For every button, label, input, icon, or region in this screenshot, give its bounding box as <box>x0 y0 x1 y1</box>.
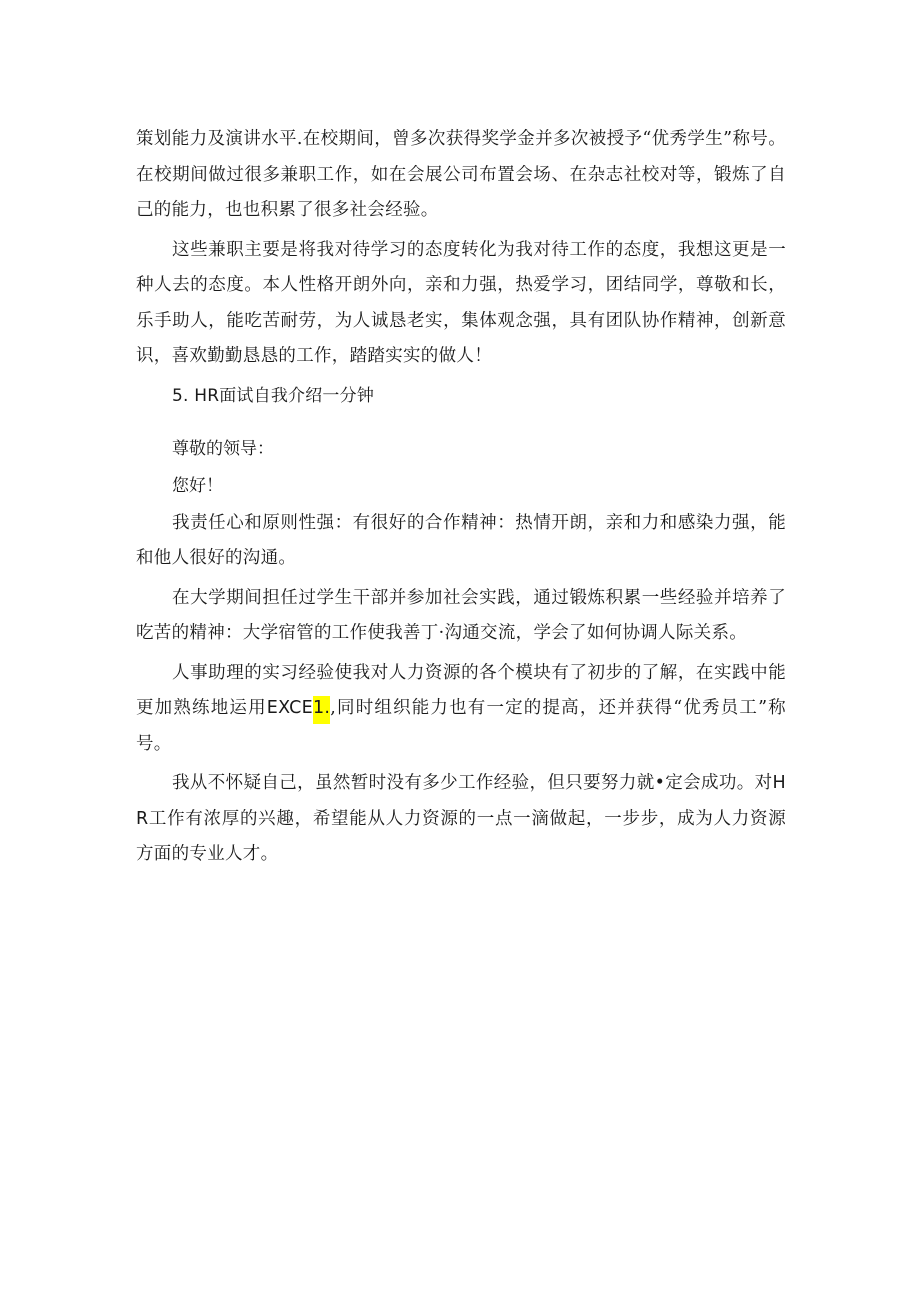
excel-word: EXCE <box>266 698 313 718</box>
highlighted-text: 1. <box>313 696 330 724</box>
paragraph-personality: 这些兼职主要是将我对待学习的态度转化为我对待工作的态度，我想这更是一种人去的态度。本人性格开朗外向，亲和力强，热爱学习，团结同学，尊敬和长，乐手助人，能吃苦耐劳，为人诚恳老实，集体观念强，具有团队协作精神，创新意识，喜欢勤勤恳恳的工作，踏踏实实的做人！ <box>136 239 786 366</box>
paragraph-internship <box>136 656 786 763</box>
paragraph-campus-experience: 策划能力及演讲水平.在校期间，曾多次获得奖学金并多次被授予“优秀学生”称号。在校期间做过很多兼职工作，如在会展公司布置会场、在杂志社校对等，锻炼了自己的能力，也也积累了很多社会经验。 <box>136 129 786 220</box>
hr-word: HR <box>136 773 786 829</box>
document-body <box>136 122 786 877</box>
paragraph-conclusion <box>136 766 786 873</box>
paragraph-university: 在大学期间担任过学生干部并参加社会实践，通过锻炼积累一些经验并培养了吃苦的精神：大学宿管的工作使我善丁·沟通交流，学会了如何协调人际关系。 <box>136 587 786 643</box>
section-heading: 5. HR面试自我介绍一分钟 <box>172 385 375 406</box>
conclusion-text-end: 工作有浓厚的兴趣，希望能从人力资源的一点一滴做起，一步步，成为人力资源方面的专业人才。 <box>136 808 786 864</box>
conclusion-text-start: 我从不怀疑自己，虽然暂时没有多少工作经验，但只要努力就•定会成功。对 <box>172 773 773 793</box>
letter-greeting: 您好！ <box>172 475 223 496</box>
internship-text-end: ,同时组织能力也有一定的提高，还并获得“优秀员工”称号。 <box>136 698 786 754</box>
paragraph-responsibility: 我责任心和原则性强：有很好的合作精神：热情开朗，亲和力和感染力强，能和他人很好的沟通。 <box>136 512 786 568</box>
letter-salutation: 尊敬的领导： <box>172 438 274 459</box>
internship-text-start: 人事助理的实习经验使我对人力资源的各个模块有了初步的了解，在实践中能更加熟练地运用 <box>136 662 786 718</box>
